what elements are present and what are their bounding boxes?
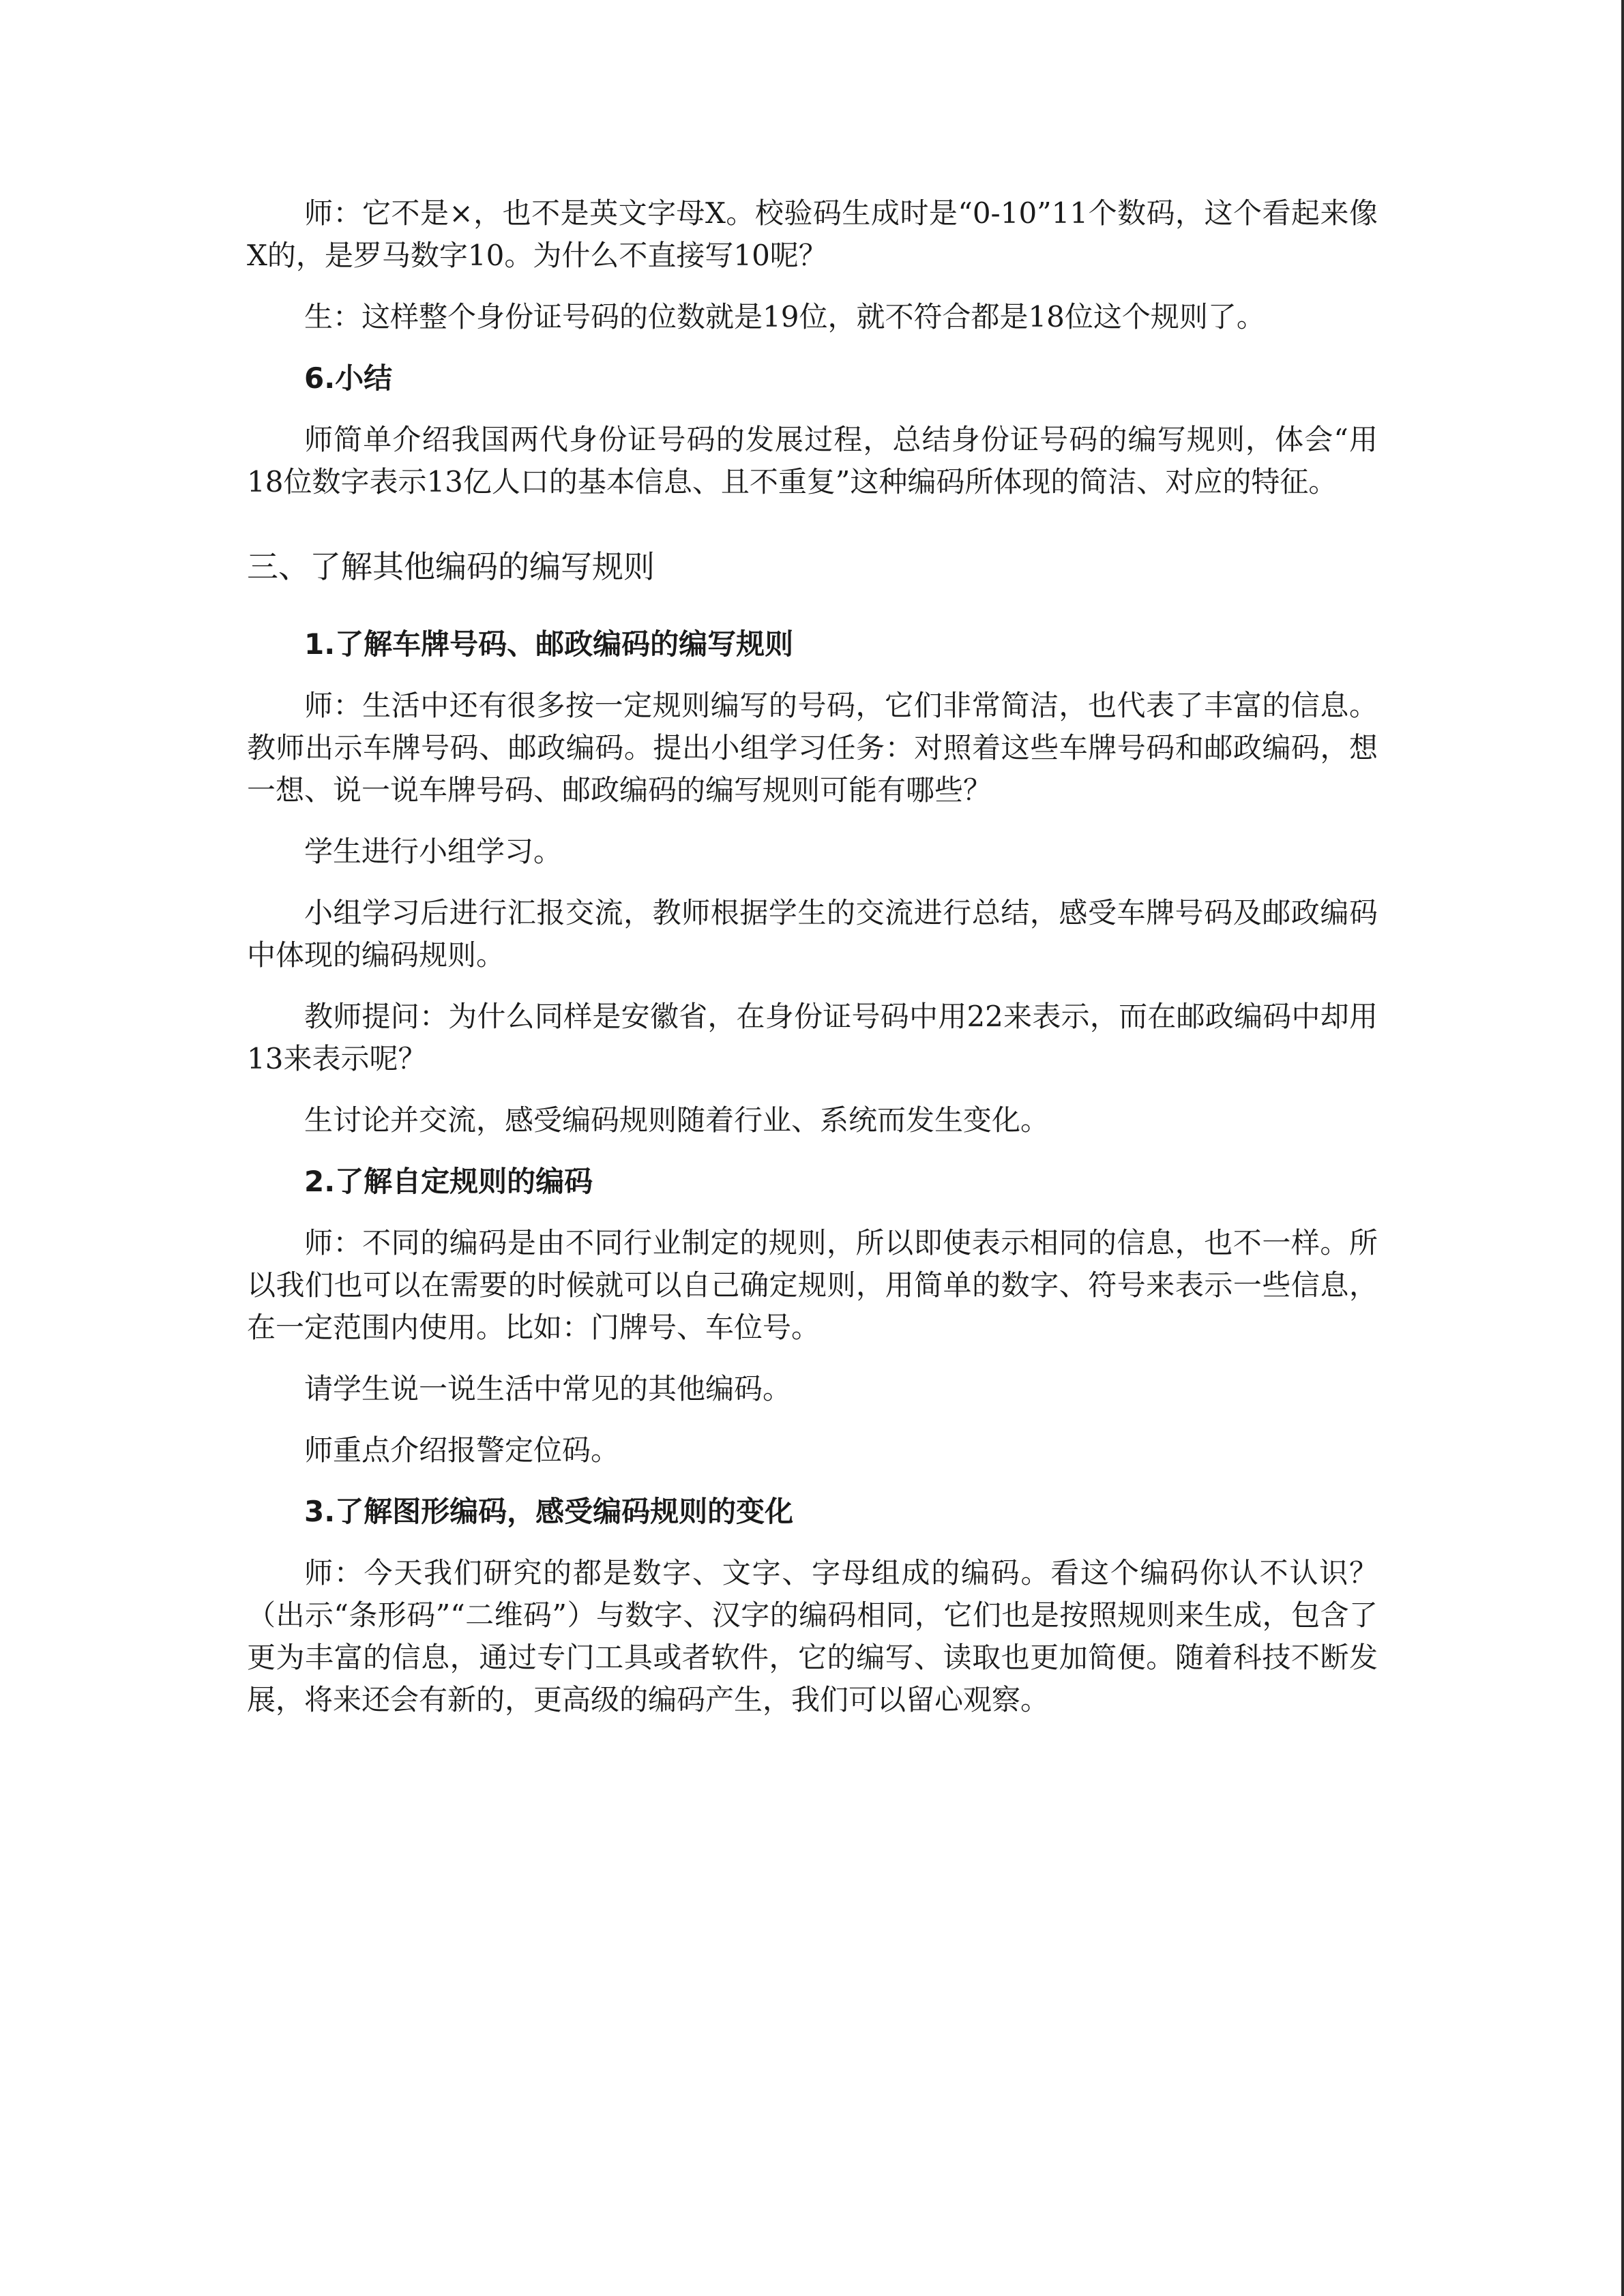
paragraph: 学生进行小组学习。 <box>304 835 563 868</box>
paragraph: 师：今天我们研究的都是数字、文字、字母组成的编码。看这个编码你认不认识？（出示“条形码”“二维码”）与数字、汉字的编码相同，它们也是按照规则来生成，包含了更为丰富的信息，通过专门工具或者软件，它的编写、读取也更加简便。随着科技不断发展，将来还会有新的，更高级的编码产生，我们可以留心观察。 <box>247 1556 1378 1716</box>
subheading: 2.了解自定规则的编码 <box>304 1165 593 1198</box>
paragraph: 师简单介绍我国两代身份证号码的发展过程，总结身份证号码的编写规则，体会“用18位数字表示13亿人口的基本信息、且不重复”这种编码所体现的简洁、对应的特征。 <box>247 423 1378 498</box>
paragraph: 生：这样整个身份证号码的位数就是19位，就不符合都是18位这个规则了。 <box>304 300 1265 333</box>
paragraph: 师：生活中还有很多按一定规则编写的号码，它们非常简洁，也代表了丰富的信息。教师出示车牌号码、邮政编码。提出小组学习任务：对照着这些车牌号码和邮政编码，想一想、说一说车牌号码、邮政编码的编写规则可能有哪些？ <box>247 689 1378 807</box>
paragraph: 师：它不是×，也不是英文字母X。校验码生成时是“0-10”11个数码，这个看起来像X的，是罗马数字10。为什么不直接写10呢？ <box>247 196 1378 272</box>
paragraph: 请学生说一说生活中常见的其他编码。 <box>304 1372 792 1405</box>
paragraph: 师重点介绍报警定位码。 <box>304 1433 620 1467</box>
section-title: 三、了解其他编码的编写规则 <box>247 548 655 585</box>
paragraph: 小组学习后进行汇报交流，教师根据学生的交流进行总结，感受车牌号码及邮政编码中体现的编码规则。 <box>247 896 1378 972</box>
document-body <box>247 192 1378 1740</box>
page-edge <box>1621 0 1624 2296</box>
paragraph: 教师提问：为什么同样是安徽省，在身份证号码中用22来表示，而在邮政编码中却用13来表示呢？ <box>247 1000 1378 1075</box>
paragraph: 生讨论并交流，感受编码规则随着行业、系统而发生变化。 <box>304 1103 1050 1137</box>
subheading: 6.小结 <box>304 361 393 395</box>
paragraph: 师：不同的编码是由不同行业制定的规则，所以即使表示相同的信息，也不一样。所以我们也可以在需要的时候就可以自己确定规则，用简单的数字、符号来表示一些信息，在一定范围内使用。比如：门牌号、车位号。 <box>247 1226 1378 1344</box>
subheading: 3.了解图形编码，感受编码规则的变化 <box>304 1495 794 1528</box>
subheading: 1.了解车牌号码、邮政编码的编写规则 <box>304 627 794 661</box>
